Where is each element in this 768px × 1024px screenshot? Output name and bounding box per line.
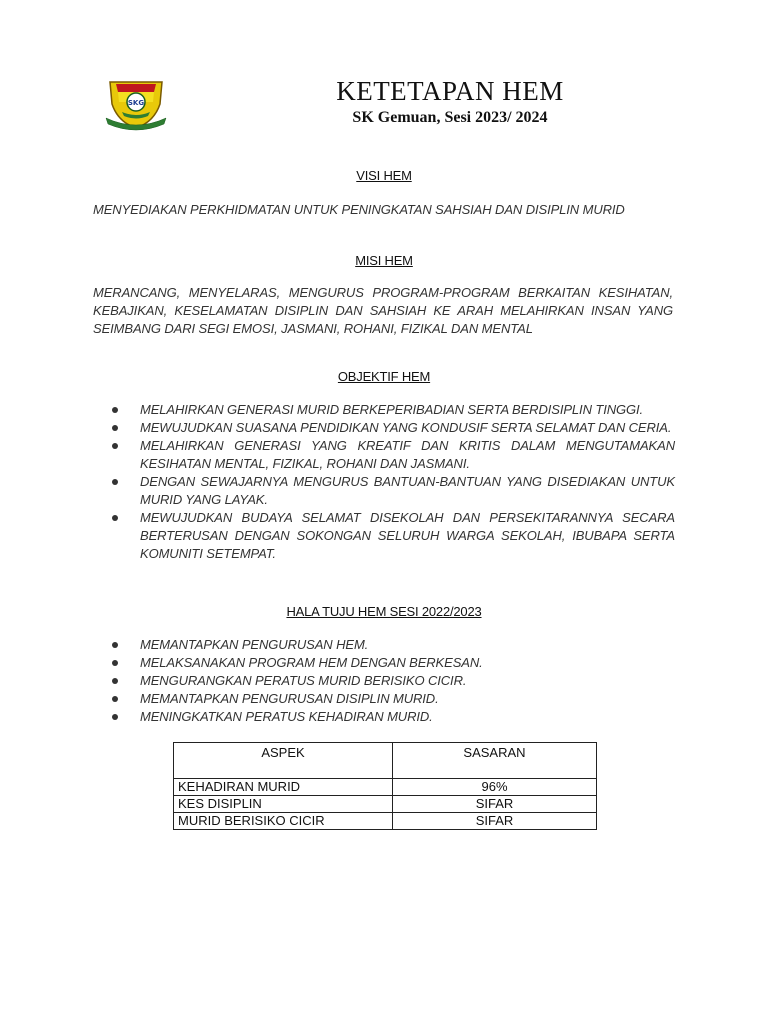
school-crest-logo (104, 74, 168, 134)
bullet-icon (112, 678, 118, 684)
table-cell-sasaran: SIFAR (393, 813, 597, 830)
list-item (93, 401, 675, 419)
objektif-list (93, 401, 675, 563)
table-row (174, 813, 597, 830)
hala-tuju-list (93, 636, 675, 726)
list-item-text: MELAKSANAKAN PROGRAM HEM DENGAN BERKESAN. (140, 655, 483, 670)
list-item-text: MEWUJUDKAN BUDAYA SELAMAT DISEKOLAH DAN PERSEKITARANNYA SECARA BERTERUSAN DENGAN SOKONGAN SELURUH WARGA SEKOLAH, IBUBAPA SERTA KOMUNITI SETEMPAT. (140, 510, 675, 561)
list-item (93, 636, 675, 654)
misi-heading: MISI HEM (355, 253, 413, 268)
list-item (93, 654, 675, 672)
bullet-icon (112, 714, 118, 720)
svg-text:SKG: SKG (127, 99, 145, 107)
list-item-text: MELAHIRKAN GENERASI YANG KREATIF DAN KRITIS DALAM MENGUTAMAKAN KESIHATAN MENTAL, FIZIKAL, ROHANI DAN JASMANI. (140, 438, 675, 471)
bullet-icon (112, 443, 118, 449)
column-header-aspek: ASPEK (174, 743, 393, 779)
table-cell-aspek: KES DISIPLIN (174, 796, 393, 813)
table-header-row (174, 743, 597, 779)
target-table (173, 742, 597, 830)
list-item (93, 672, 675, 690)
table-row (174, 779, 597, 796)
list-item (93, 690, 675, 708)
list-item (93, 419, 675, 437)
list-item (93, 509, 675, 563)
misi-text: MERANCANG, MENYELARAS, MENGURUS PROGRAM-PROGRAM BERKAITAN KESIHATAN, KEBAJIKAN, KESELAMATAN DISIPLIN DAN SAHSIAH KE ARAH MELAHIRKAN INSAN YANG SEIMBANG DARI SEGI EMOSI, JASMANI, ROHANI, FIZIKAL DAN MENTAL (93, 285, 673, 336)
bullet-icon (112, 696, 118, 702)
objektif-heading: OBJEKTIF HEM (337, 369, 431, 384)
list-item-text: MEMANTAPKAN PENGURUSAN HEM. (140, 637, 369, 652)
bullet-icon (112, 407, 118, 413)
visi-heading: VISI HEM (356, 168, 412, 183)
document-title: KETETAPAN HEM (336, 76, 564, 106)
visi-text: MENYEDIAKAN PERKHIDMATAN UNTUK PENINGKATAN SAHSIAH DAN DISIPLIN MURID (93, 202, 625, 217)
table-cell-aspek: MURID BERISIKO CICIR (174, 813, 393, 830)
document-subtitle: SK Gemuan, Sesi 2023/ 2024 (352, 109, 548, 126)
hala-tuju-heading: HALA TUJU HEM SESI 2022/2023 (286, 604, 482, 619)
table-cell-sasaran: SIFAR (393, 796, 597, 813)
list-item-text: MEMANTAPKAN PENGURUSAN DISIPLIN MURID. (140, 691, 439, 706)
column-header-sasaran: SASARAN (393, 743, 597, 779)
table-row (174, 796, 597, 813)
list-item (93, 437, 675, 473)
bullet-icon (112, 425, 118, 431)
list-item-text: MENGURANGKAN PERATUS MURID BERISIKO CICIR. (140, 673, 467, 688)
list-item (93, 473, 675, 509)
bullet-icon (112, 642, 118, 648)
list-item-text: MELAHIRKAN GENERASI MURID BERKEPERIBADIAN SERTA BERDISIPLIN TINGGI. (140, 402, 644, 417)
bullet-icon (112, 660, 118, 666)
table-cell-sasaran: 96% (393, 779, 597, 796)
list-item (93, 708, 675, 726)
list-item-text: DENGAN SEWAJARNYA MENGURUS BANTUAN-BANTUAN YANG DISEDIAKAN UNTUK MURID YANG LAYAK. (140, 474, 675, 507)
list-item-text: MEWUJUDKAN SUASANA PENDIDIKAN YANG KONDUSIF SERTA SELAMAT DAN CERIA. (140, 420, 672, 435)
table-cell-aspek: KEHADIRAN MURID (174, 779, 393, 796)
bullet-icon (112, 479, 118, 485)
bullet-icon (112, 515, 118, 521)
list-item-text: MENINGKATKAN PERATUS KEHADIRAN MURID. (140, 709, 433, 724)
